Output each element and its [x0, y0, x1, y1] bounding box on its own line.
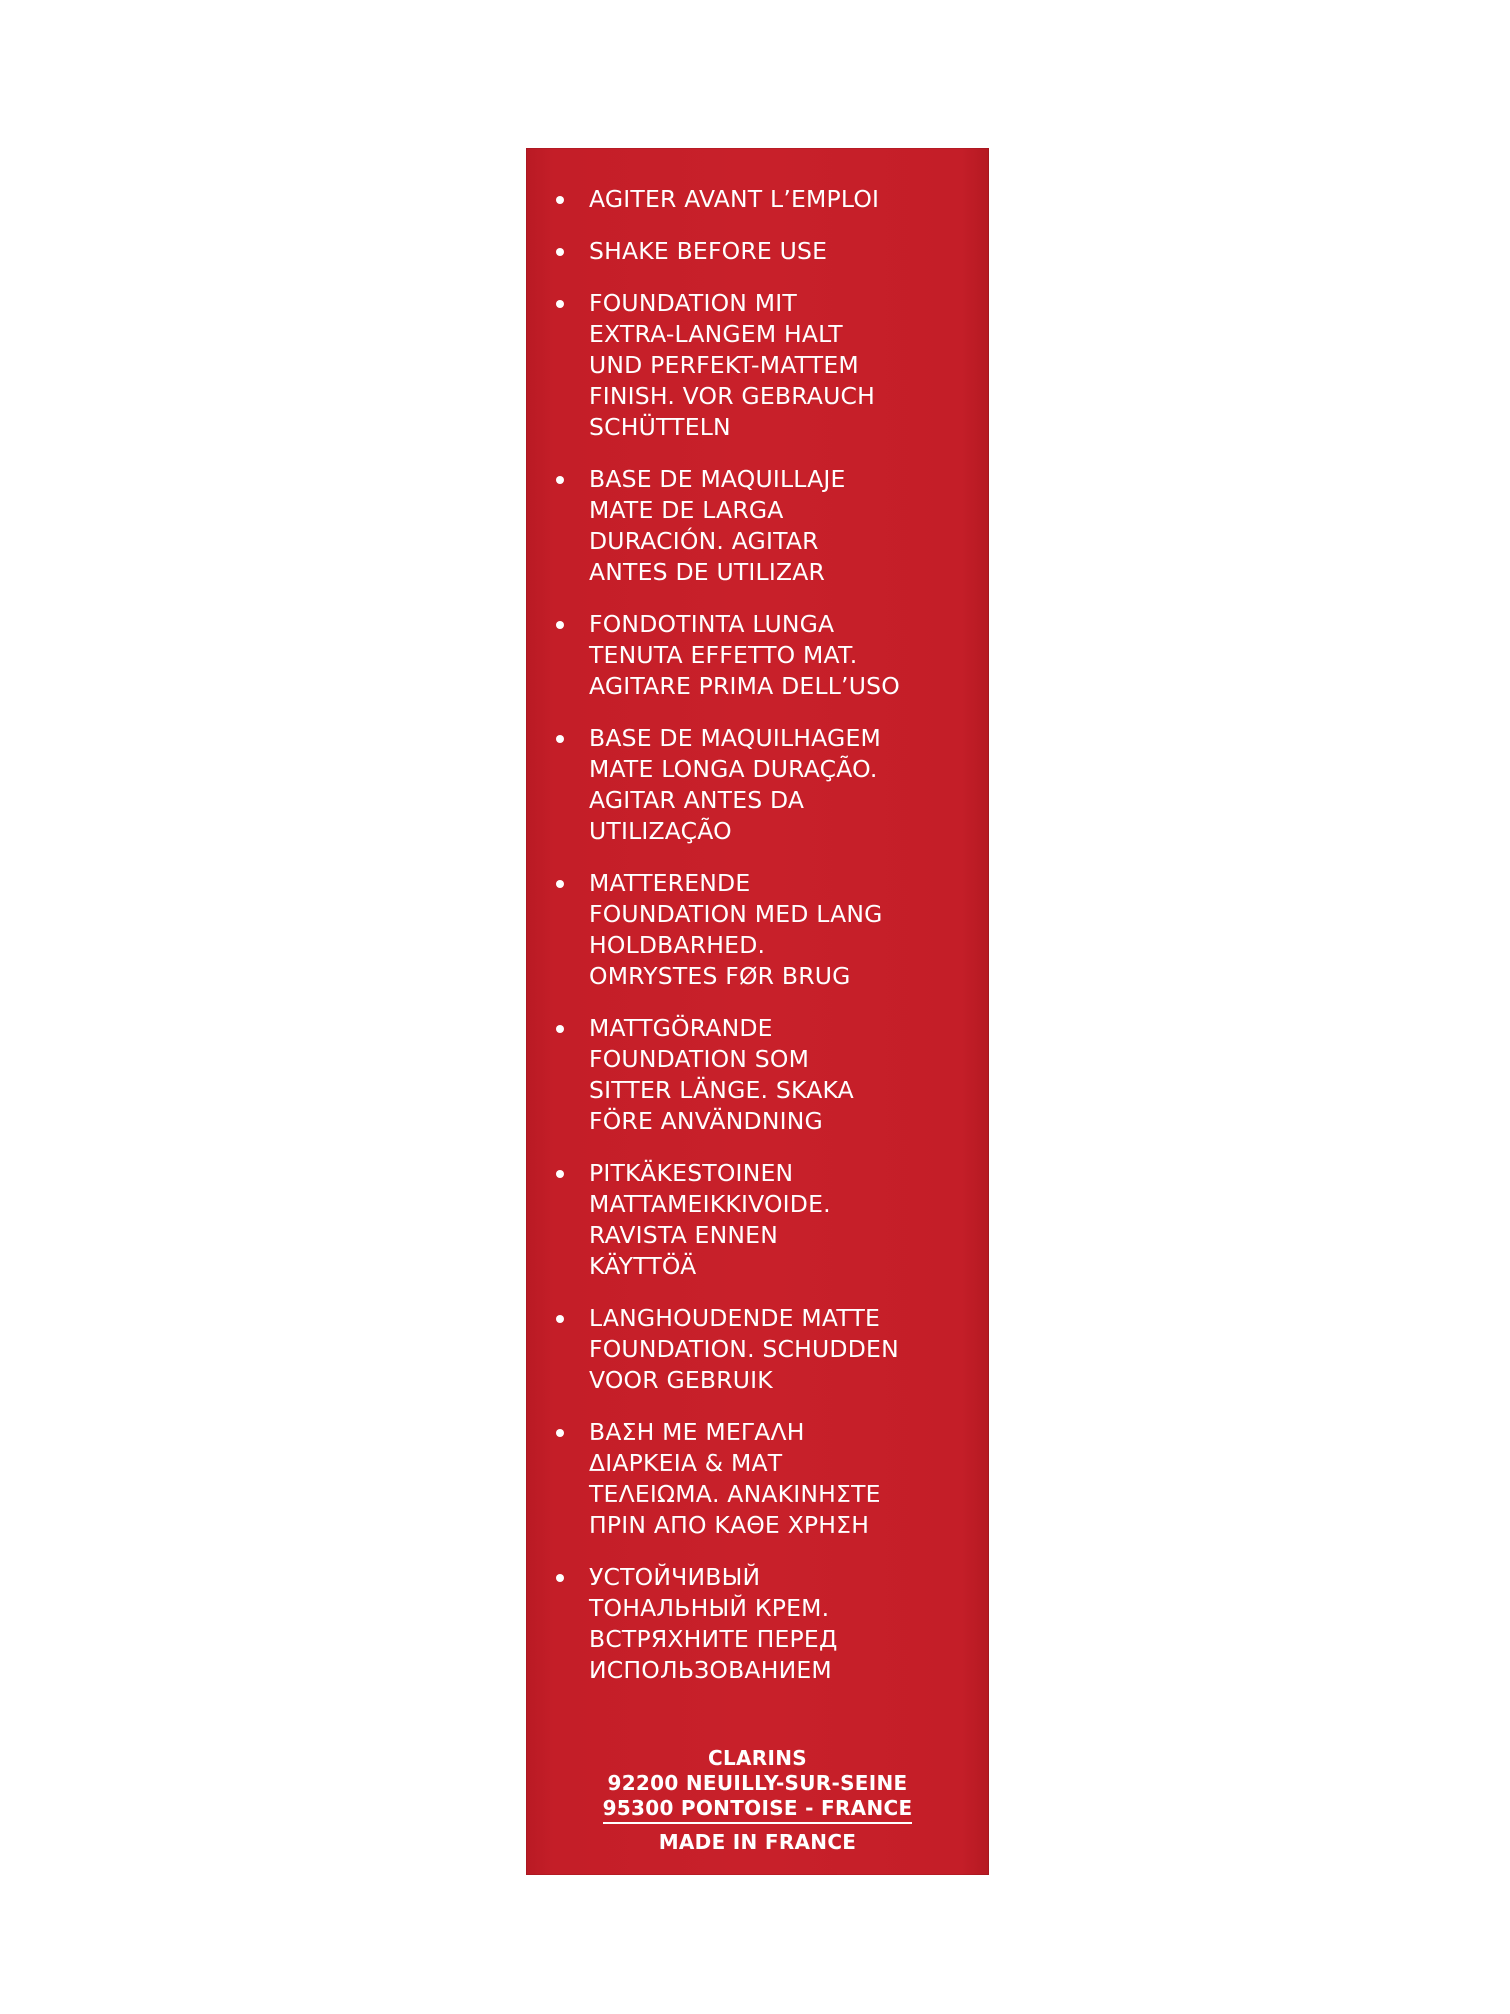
bullet-icon	[556, 1574, 564, 1582]
bullet-icon	[556, 735, 564, 743]
instruction-item	[556, 184, 976, 215]
bullet-icon	[556, 1429, 564, 1437]
address-line-1: 92200 NEUILLY-SUR-SEINE	[607, 1771, 908, 1795]
instruction-item	[556, 288, 976, 443]
bullet-icon	[556, 300, 564, 308]
bullet-icon	[556, 248, 564, 256]
instruction-item	[556, 723, 976, 847]
instruction-text: BASE DE MAQUILLAJE MATE DE LARGA DURACIÓN. AGITAR ANTES DE UTILIZAR	[589, 465, 846, 586]
instruction-item	[556, 1158, 976, 1282]
instruction-text: MATTERENDE FOUNDATION MED LANG HOLDBARHED. OMRYSTES FØR BRUG	[589, 869, 883, 990]
bullet-icon	[556, 196, 564, 204]
instruction-text: FOUNDATION MIT EXTRA-LANGEM HALT UND PERFEKT-MATTEM FINISH. VOR GEBRAUCH SCHÜTTELN	[589, 289, 875, 441]
bullet-icon	[556, 621, 564, 629]
instruction-text: ΒΑΣΗ ΜΕ ΜΕΓΑΛΗ ΔΙΑΡΚΕΙΑ & ΜΑΤ ΤΕΛΕΙΩΜΑ. ΑΝΑΚΙΝΗΣΤΕ ΠΡΙΝ ΑΠΟ ΚΑΘΕ ΧΡΗΣΗ	[589, 1418, 881, 1539]
bullet-icon	[556, 476, 564, 484]
origin-label: MADE IN FRANCE	[658, 1830, 857, 1854]
brand-name: CLARINS	[708, 1746, 807, 1770]
manufacturer-block	[526, 1746, 989, 1855]
instructions-list	[556, 184, 976, 1707]
bullet-icon	[556, 1315, 564, 1323]
packaging-side-panel	[526, 148, 989, 1875]
instruction-item	[556, 464, 976, 588]
instruction-text: УСТОЙЧИВЫЙ ТОНАЛЬНЫЙ КРЕМ. ВСТРЯХНИТЕ ПЕРЕД ИСПОЛЬЗОВАНИЕМ	[589, 1563, 838, 1684]
instruction-text: SHAKE BEFORE USE	[589, 237, 828, 265]
instruction-item	[556, 1303, 976, 1396]
instruction-text: FONDOTINTA LUNGA TENUTA EFFETTO MAT. AGITARE PRIMA DELL’USO	[589, 610, 900, 700]
bullet-icon	[556, 1170, 564, 1178]
instruction-text: BASE DE MAQUILHAGEM MATE LONGA DURAÇÃO. AGITAR ANTES DA UTILIZAÇÃO	[589, 724, 881, 845]
instruction-item	[556, 236, 976, 267]
instruction-text: LANGHOUDENDE MATTE FOUNDATION. SCHUDDEN VOOR GEBRUIK	[589, 1304, 899, 1394]
instruction-item	[556, 609, 976, 702]
instruction-item	[556, 1417, 976, 1541]
instruction-text: AGITER AVANT L’EMPLOI	[589, 185, 880, 213]
instruction-item	[556, 868, 976, 992]
instruction-text: PITKÄKESTOINEN MATTAMEIKKIVOIDE. RAVISTA ENNEN KÄYTTÖÄ	[589, 1159, 831, 1280]
instruction-item	[556, 1013, 976, 1137]
bullet-icon	[556, 880, 564, 888]
instruction-text: MATTGÖRANDE FOUNDATION SOM SITTER LÄNGE. SKAKA FÖRE ANVÄNDNING	[589, 1014, 854, 1135]
address-line-2: 95300 PONTOISE - FRANCE	[603, 1796, 913, 1824]
bullet-icon	[556, 1025, 564, 1033]
instruction-item	[556, 1562, 976, 1686]
